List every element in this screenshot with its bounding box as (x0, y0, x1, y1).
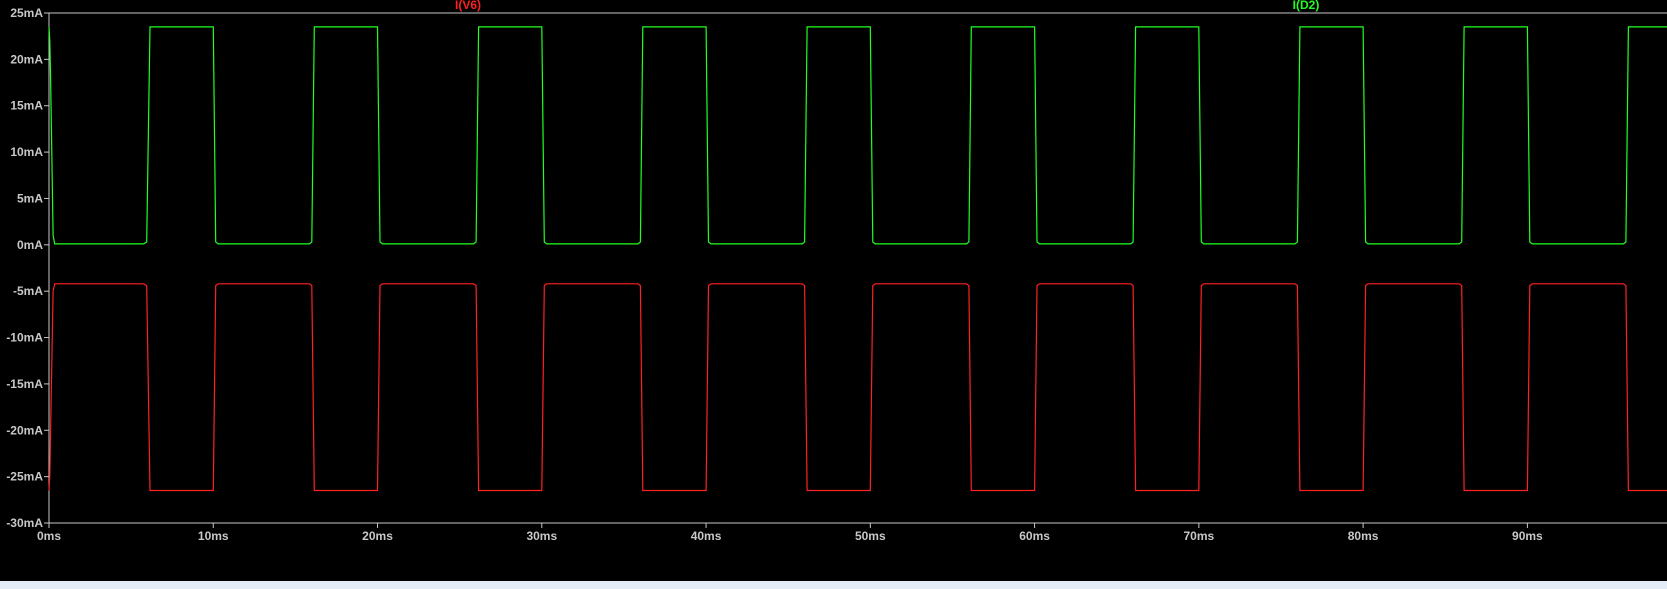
x-tick-label: 30ms (526, 529, 558, 543)
y-tick-label: 0mA (16, 237, 43, 252)
x-tick-label: 50ms (854, 529, 886, 543)
x-tick-label: 20ms (362, 529, 393, 543)
y-tick-label: -15mA (6, 376, 43, 391)
y-tick-label: 5mA (16, 191, 43, 206)
y-tick-label: -5mA (12, 284, 43, 299)
legend-entry-i-d2[interactable]: I(D2) (1292, 0, 1320, 12)
x-tick-label: 70ms (1183, 529, 1215, 543)
status-strip (0, 581, 1667, 589)
x-tick-label: 60ms (1019, 529, 1050, 543)
y-tick-label: 10mA (10, 145, 43, 160)
y-tick-label: -30mA (6, 516, 43, 530)
y-tick-label: -10mA (6, 330, 43, 345)
y-tick-label: 15mA (10, 98, 43, 113)
legend-entry-i-v6[interactable]: I(V6) (454, 0, 482, 12)
x-tick-label: 0ms (36, 529, 62, 543)
y-tick-label: -25mA (6, 469, 43, 484)
x-tick-label: 10ms (197, 529, 229, 543)
x-tick-label: 90ms (1512, 529, 1543, 543)
y-tick-label: 25mA (10, 6, 43, 20)
y-tick-label: 20mA (10, 52, 43, 67)
x-tick-label: 80ms (1347, 529, 1379, 543)
y-tick-label: -20mA (6, 423, 43, 438)
x-tick-label: 40ms (690, 529, 722, 543)
